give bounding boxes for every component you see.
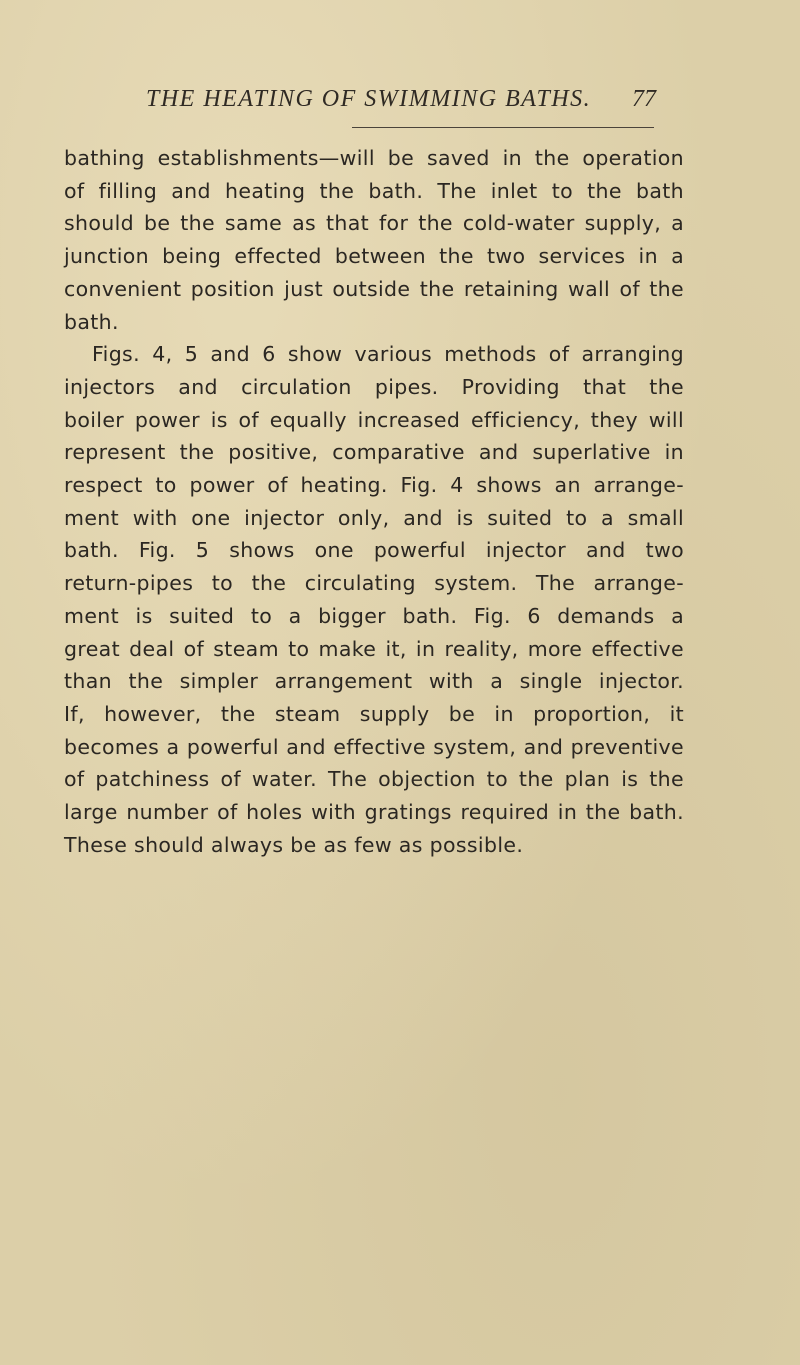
paragraph-1 (64, 142, 684, 338)
text-line: injectors and circulation pipes. Providing that the (64, 374, 684, 399)
text-line: bathing establishments—will be saved in the operation (64, 146, 684, 170)
paragraph-2 (64, 338, 684, 861)
text-line: ment with one injector only, and is suited to a small (64, 505, 684, 530)
text-line: junction being effected between the two services in a (64, 244, 684, 269)
text-line: than the simpler arrangement with a single injector. (64, 669, 684, 694)
text-line: of filling and heating the bath. The inlet to the bath (64, 178, 684, 203)
text-line: becomes a powerful and effective system, and preventive (64, 734, 684, 759)
text-line: bath. (64, 309, 119, 334)
text-line: These should always be as few as possible. (64, 832, 524, 857)
text-line: bath. Fig. 5 shows one powerful injector and two (64, 538, 684, 563)
text-line: great deal of steam to make it, in reality, more effective (64, 636, 684, 661)
text-line: convenient position just outside the retaining wall of the (64, 276, 684, 301)
header-rule (352, 127, 654, 128)
text-line: If, however, the steam supply be in proportion, it (64, 701, 684, 726)
text-line: ment is suited to a bigger bath. Fig. 6 demands a (64, 603, 684, 628)
page-number: 77 (632, 86, 656, 112)
body-text (64, 142, 684, 861)
text-line: Figs. 4, 5 and 6 show various methods of arranging (92, 342, 684, 367)
text-line: large number of holes with gratings required in the bath. (64, 800, 684, 825)
text-line: boiler power is of equally increased efficiency, they will (64, 407, 684, 432)
text-line: respect to power of heating. Fig. 4 shows an arrange- (64, 473, 684, 498)
running-title: THE HEATING OF SWIMMING BATHS. (146, 86, 592, 112)
text-line: represent the positive, comparative and superlative in (64, 440, 684, 465)
running-header (146, 86, 656, 126)
text-line: should be the same as that for the cold-water supply, a (64, 211, 684, 236)
text-line: of patchiness of water. The objection to the plan is the (64, 767, 684, 792)
text-line: return-pipes to the circulating system. The arrange- (64, 571, 684, 596)
